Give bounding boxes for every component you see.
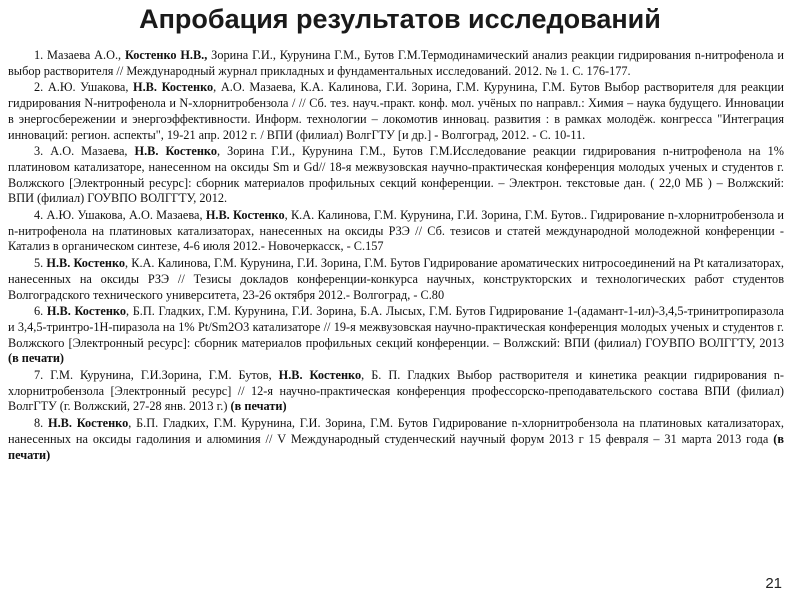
reference-bold-text: Н.В. Костенко [133, 80, 214, 95]
reference-text: , Б. П. Гладких Выбор растворителя и кинетика реакции гидрирования n-хлорнитробензола [Электронный ресурс] // 12-я научно-практическая конференция профессорско-преподавательского состава ВПИ (филиал) ВолгГТУ (г. Волжский, 27-28 янв. 2013 г.) [8, 368, 785, 414]
reference-text: 4. А.Ю. Ушакова, А.О. Мазаева, [34, 208, 206, 223]
reference-item [8, 368, 784, 415]
reference-list [8, 48, 784, 464]
reference-text: Зорина Г.И., Курунина Г.М., Бутов Г.М.Термодинамический анализ реакции гидрирования n-нитрофенола и выбор растворителя // Международный журнал прикладных и фундаментальных исследований. 2012. № 1. С. 176-177. [8, 48, 784, 78]
reference-text: , К.А. Калинова, Г.М. Курунина, Г.И. Зорина, Г.М. Бутов.. Гидрирование n-хлорнитробензола и n-нитрофенола на платиновых катализаторах, нанесенных на оксиды РЗЭ // Сб. тезисов и статей международной молодежной конференции - Катализ в органическом синтезе, 4-6 июля 2012.- Новочеркасск, - С.157 [8, 208, 785, 254]
reference-bold-text: Н.В. Костенко [134, 144, 218, 159]
reference-bold-text: (в печати) [8, 431, 784, 462]
reference-text: 7. Г.М. Курунина, Г.И.Зорина, Г.М. Бутов, [34, 368, 279, 383]
reference-text: 2. А.Ю. Ушакова, [34, 80, 134, 95]
reference-bold-text: Костенко Н.В., [124, 48, 208, 62]
reference-text: , Б.П. Гладких, Г.М. Курунина, Г.И. Зорина, Г.М. Бутов Гидрирование n-хлорнитробензола на платиновых катализаторах, нанесенных на оксиды гадолиния и алюминия // V Международный студенческий научный форум 2013 г 15 февраля – 31 марта 2013 года [8, 416, 784, 446]
reference-text: 6. [34, 304, 47, 319]
reference-bold-text: Н.В. Костенко [205, 208, 285, 223]
reference-text: , Б.П. Гладких, Г.М. Курунина, Г.И. Зорина, Б.А. Лысых, Г.М. Бутов Гидрирование 1-(адамант-1-ил)-3,4,5-тринитропиразола и 3,4,5-тринтро-1H-пиразола на 1% Pt/Sm2O3 катализаторе // 19-я межвузовская научно-практическая конференция молодых ученых и студентов г. Волжского [Электронный ресурс]: сборник материалов профильных секций конференции. – Волжский: ВПИ (филиал) ГОУВПО ВОЛГГТУ, 2013 [8, 304, 784, 350]
reference-text: , А.О. Мазаева, К.А. Калинова, Г.И. Зорина, Г.М. Курунина, Г.М. Бутов Выбор растворителя для реакции гидрирования N-нитрофенола и N-хлорнитробензола / // Сб. тез. науч.-практ. конф. мол. учёных по направл.: Химия – наука будущего. Инновации в энергосбережении и энергоэффективности. Информ. технологии – локомотив инновац. развития : в рамках молодёж. конгресса "Интеграция инноваций: регион. аспекты", 19-21 апр. 2012 г. / ВПИ (филиал) ВолгГТУ [и др.] - Волгоград, 2012. - С. 10-11. [8, 80, 784, 142]
reference-text: 5. [34, 256, 47, 271]
reference-text: 8. [34, 416, 48, 431]
reference-text: , Зорина Г.И., Курунина Г.М., Бутов Г.М.Исследование реакции гидрирования n-нитрофенола на 1% платиновом катализаторе, нанесенном на оксиды Sm и Gd// 18-я межвузовская научно-практическая конференция молодых ученых и студентов г. Волжского [Электронный ресурс]: сборник материалов профильных секций конференции. – Электрон. текстовые дан. ( 22,0 МБ ) – Волжский: ВПИ (филиал) ГОУВПО ВОЛГГТУ, 2012. [8, 144, 784, 206]
reference-item [8, 144, 784, 207]
reference-text: 3. А.О. Мазаева, [34, 144, 135, 159]
reference-item [8, 48, 784, 79]
page-number: 21 [765, 575, 782, 592]
reference-bold-text: Н.В. Костенко [46, 256, 126, 271]
reference-bold-text: Н.В. Костенко [48, 416, 129, 431]
slide-title: Апробация результатов исследований [139, 4, 661, 34]
reference-bold-text: Н.В. Костенко [46, 304, 127, 319]
reference-item [8, 80, 784, 143]
reference-item [8, 256, 784, 303]
reference-bold-text: (в печати) [8, 351, 65, 366]
reference-item [8, 416, 784, 463]
reference-bold-text: Н.В. Костенко [278, 368, 362, 383]
reference-text: 1. Мазаева А.О., [34, 48, 125, 62]
reference-item [8, 304, 784, 367]
reference-item [8, 208, 784, 255]
reference-text: , К.А. Калинова, Г.М. Курунина, Г.И. Зорина, Г.М. Бутов Гидрирование ароматических нитросоединений на Pt катализаторах, нанесенных на оксиды РЗЭ // Тезисы докладов конференции-конкурса научных, конструкторских и технологических работ студентов Волгоградского технического университета, 23-26 октября 2012.- Волгоград, - С.80 [8, 256, 785, 302]
reference-bold-text: (в печати) [230, 399, 287, 414]
